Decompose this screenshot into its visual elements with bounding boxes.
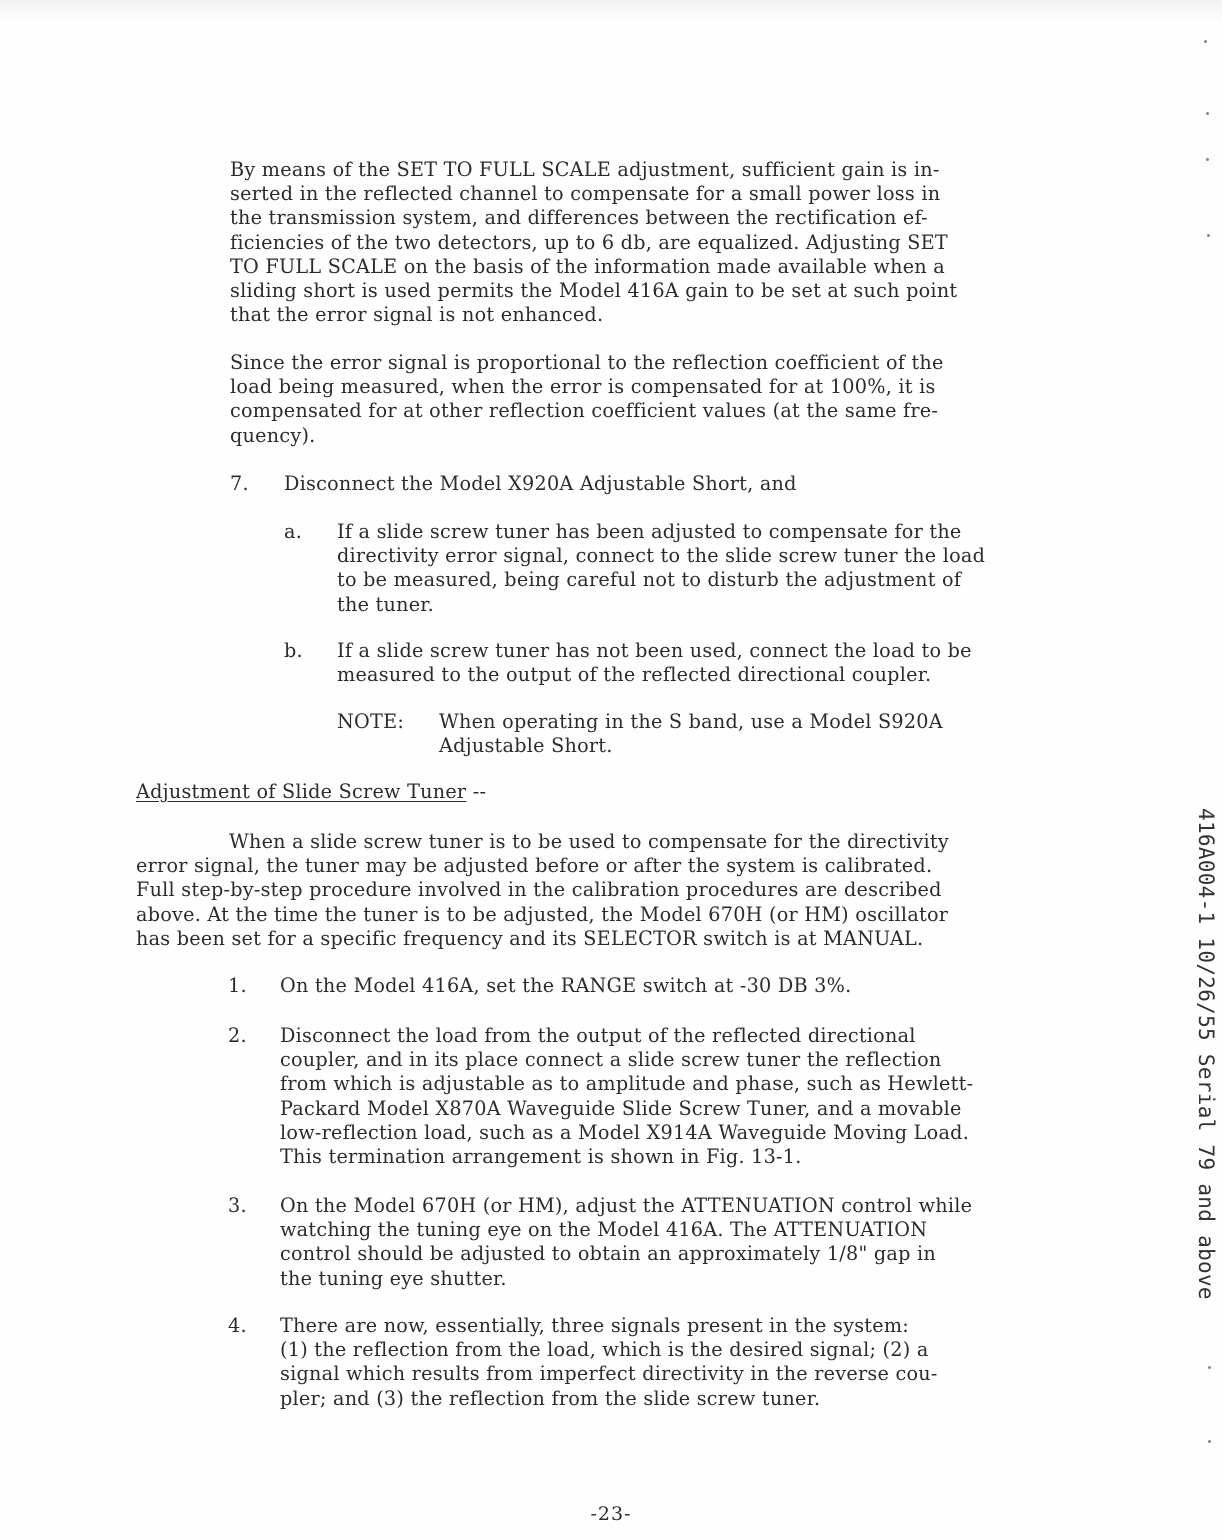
text-line: There are now, essentially, three signals present in the system: bbox=[280, 1314, 910, 1337]
text-line: On the Model 670H (or HM), adjust the ATTENUATION control while bbox=[280, 1194, 973, 1217]
text-line: If a slide screw tuner has not been used, connect the load to be bbox=[337, 639, 972, 662]
text-line: When a slide screw tuner is to be used to compensate for the directivity bbox=[229, 830, 949, 853]
text-line: ficiencies of the two detectors, up to 6 db, are equalized. Adjusting SET bbox=[230, 230, 948, 254]
text-line: TO FULL SCALE on the basis of the information made available when a bbox=[230, 254, 945, 278]
text-line: the tuner. bbox=[337, 592, 434, 616]
section-heading-dashes: -- bbox=[466, 780, 487, 803]
scan-speck bbox=[1208, 1440, 1211, 1443]
text-line: to be measured, being careful not to disturb the adjustment of bbox=[337, 568, 962, 592]
text-line: Adjustable Short. bbox=[439, 734, 613, 758]
step-3-number: 3. bbox=[228, 1194, 247, 1217]
text-line: When operating in the S band, use a Model S920A bbox=[439, 710, 943, 733]
page-number: -23- bbox=[590, 1503, 632, 1525]
text-line: that the error signal is not enhanced. bbox=[230, 303, 604, 327]
text-line: This termination arrangement is shown in Fig. 13-1. bbox=[280, 1145, 802, 1169]
text-line: measured to the output of the reflected directional coupler. bbox=[337, 663, 932, 687]
substep-a-text bbox=[337, 520, 985, 617]
step-1-number: 1. bbox=[228, 974, 247, 997]
text-line: low-reflection load, such as a Model X914A Waveguide Moving Load. bbox=[280, 1120, 970, 1144]
scan-speck bbox=[1206, 112, 1209, 115]
intro-paragraph-1 bbox=[230, 158, 1090, 327]
note-label: NOTE: bbox=[337, 710, 405, 733]
text-line: coupler, and in its place connect a slide screw tuner the reflection bbox=[280, 1048, 942, 1072]
document-id-side-label: 416A004-1 10/26/55 Serial 79 and above bbox=[1194, 808, 1218, 1300]
section-intro-paragraph bbox=[136, 830, 949, 951]
text-line: error signal, the tuner may be adjusted before or after the system is calibrated. bbox=[136, 854, 933, 878]
substep-b-text bbox=[337, 639, 972, 687]
section-heading bbox=[136, 780, 486, 804]
step-1-text bbox=[280, 974, 851, 998]
note-text bbox=[439, 710, 943, 758]
text-line: Packard Model X870A Waveguide Slide Screw Tuner, and a movable bbox=[280, 1096, 962, 1120]
text-line: directivity error signal, connect to the slide screw tuner the load bbox=[337, 544, 986, 568]
text-line: quency). bbox=[230, 423, 316, 447]
step-2-number: 2. bbox=[228, 1024, 247, 1047]
step-4-number: 4. bbox=[228, 1314, 247, 1337]
section-heading-title: Adjustment of Slide Screw Tuner bbox=[136, 780, 467, 803]
scan-speck bbox=[1206, 158, 1209, 161]
step-4-text bbox=[280, 1314, 938, 1411]
text-line: Since the error signal is proportional to the reflection coefficient of the bbox=[230, 351, 944, 374]
text-line: control should be adjusted to obtain an approximately 1/8" gap in bbox=[280, 1242, 936, 1266]
text-line: (1) the reflection from the load, which is the desired signal; (2) a bbox=[280, 1338, 929, 1362]
text-line: compensated for at other reflection coefficient values (at the same fre- bbox=[230, 399, 939, 423]
text-line: serted in the reflected channel to compensate for a small power loss in bbox=[230, 182, 941, 206]
text-line: If a slide screw tuner has been adjusted to compensate for the bbox=[337, 520, 962, 543]
text-line: sliding short is used permits the Model 416A gain to be set at such point bbox=[230, 279, 958, 303]
text-line: signal which results from imperfect directivity in the reverse cou- bbox=[280, 1362, 938, 1386]
step-2-text bbox=[280, 1024, 973, 1169]
step-3-text bbox=[280, 1194, 972, 1291]
substep-b-label: b. bbox=[284, 639, 303, 662]
text-line: load being measured, when the error is compensated for at 100%, it is bbox=[230, 375, 936, 399]
text-line: from which is adjustable as to amplitude and phase, such as Hewlett- bbox=[280, 1072, 974, 1096]
text-line: pler; and (3) the reflection from the slide screw tuner. bbox=[280, 1386, 821, 1410]
text-line: above. At the time the tuner is to be adjusted, the Model 670H (or HM) oscillator bbox=[136, 902, 949, 926]
text-line: the transmission system, and differences between the rectification ef- bbox=[230, 206, 928, 230]
step-7-text: Disconnect the Model X920A Adjustable Short, and bbox=[284, 472, 797, 495]
scan-shadow bbox=[0, 0, 1222, 22]
text-line: watching the tuning eye on the Model 416A. The ATTENUATION bbox=[280, 1218, 928, 1242]
text-line: Disconnect the load from the output of the reflected directional bbox=[280, 1024, 916, 1047]
text-line: Full step-by-step procedure involved in the calibration procedures are described bbox=[136, 878, 942, 902]
scan-speck bbox=[1204, 40, 1207, 43]
scan-speck bbox=[1207, 234, 1210, 237]
text-line: has been set for a specific frequency and its SELECTOR switch is at MANUAL. bbox=[136, 926, 924, 950]
step-7-number: 7. bbox=[230, 472, 249, 495]
scan-speck bbox=[1208, 1366, 1211, 1369]
text-line: the tuning eye shutter. bbox=[280, 1266, 507, 1290]
substep-a-label: a. bbox=[284, 520, 303, 543]
text-line: By means of the SET TO FULL SCALE adjustment, sufficient gain is in- bbox=[230, 158, 940, 181]
intro-paragraph-2 bbox=[230, 351, 1090, 448]
text-line: On the Model 416A, set the RANGE switch at -30 DB 3%. bbox=[280, 974, 852, 997]
